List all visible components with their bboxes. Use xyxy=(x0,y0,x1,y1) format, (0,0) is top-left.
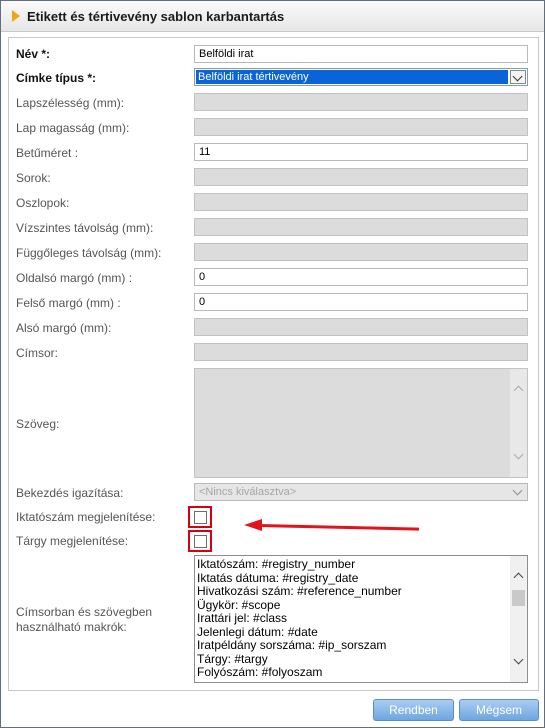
header-label: Címsor: xyxy=(16,346,58,360)
columns-field xyxy=(194,193,528,211)
vertical-distance-label: Függőleges távolság (mm): xyxy=(16,246,162,260)
list-item[interactable]: Iktatószám: #registry_number xyxy=(197,557,356,571)
top-margin-label: Felső margó (mm) : xyxy=(16,296,121,310)
ok-button[interactable]: Rendben xyxy=(373,699,454,721)
text-area-scrollbar xyxy=(510,369,527,477)
show-subject-checkbox[interactable] xyxy=(194,535,207,548)
macros-label-line1: Címsorban és szövegben xyxy=(16,605,153,619)
name-label: Név *: xyxy=(16,47,51,61)
label-type-select[interactable] xyxy=(194,68,528,86)
chevron-down-icon xyxy=(513,72,523,82)
text-area xyxy=(194,368,528,478)
side-margin-field[interactable]: 0 xyxy=(194,268,528,286)
scrollbar-thumb[interactable] xyxy=(512,590,525,606)
list-item[interactable]: Iktatás dátuma: #registry_date xyxy=(197,570,359,585)
paragraph-alignment-value: <Nincs kiválasztva> xyxy=(199,486,297,498)
label-type-selected-value: Belföldi irat tértivevény xyxy=(196,70,508,84)
list-item[interactable]: Folyószám: #folyoszam xyxy=(197,665,323,679)
list-item[interactable]: Iratpéldány sorszáma: #ip_sorszam xyxy=(197,638,387,652)
bottom-margin-field xyxy=(194,318,528,336)
paragraph-alignment-select xyxy=(194,483,528,501)
list-item[interactable]: Tárgy: #targy xyxy=(197,651,268,666)
label-type-label: Címke típus *: xyxy=(16,71,97,85)
page-height-label: Lap magasság (mm): xyxy=(16,121,130,135)
show-subject-highlight xyxy=(188,530,212,552)
list-item[interactable]: Jelenlegi dátum: #date xyxy=(197,624,318,639)
header-field xyxy=(194,343,528,361)
scroll-up-icon[interactable] xyxy=(514,573,524,583)
page-height-field xyxy=(194,118,528,136)
font-size-field[interactable]: 11 xyxy=(194,143,528,161)
macros-label-line2: használható makrók: xyxy=(16,620,127,634)
show-subject-label: Tárgy megjelenítése: xyxy=(16,534,129,548)
show-registry-number-label: Iktatószám megjelenítése: xyxy=(16,510,156,524)
horizontal-distance-field xyxy=(194,218,528,236)
dialog-titlebar xyxy=(1,1,544,32)
scroll-up-icon xyxy=(514,386,524,396)
show-registry-number-checkbox[interactable] xyxy=(194,511,207,524)
font-size-label: Betűméret : xyxy=(16,146,79,160)
chevron-down-icon xyxy=(513,486,523,496)
side-margin-label: Oldalsó margó (mm) : xyxy=(16,271,133,285)
cancel-button[interactable]: Mégsem xyxy=(459,699,539,721)
bottom-margin-label: Alsó margó (mm): xyxy=(16,321,112,335)
rows-field xyxy=(194,168,528,186)
show-registry-number-highlight xyxy=(188,506,212,528)
scroll-down-icon[interactable] xyxy=(514,655,524,665)
list-item[interactable]: Hivatkozási szám: #reference_number xyxy=(197,584,402,598)
macros-list-items xyxy=(195,556,527,680)
list-item[interactable]: Ügykör: #scope xyxy=(197,597,281,612)
page-width-label: Lapszélesség (mm): xyxy=(16,96,125,110)
label-type-dropdown-button[interactable] xyxy=(510,70,526,84)
dialog-title: Etikett és tértivevény sablon karbantartás xyxy=(27,9,285,24)
paragraph-alignment-label: Bekezdés igazítása: xyxy=(16,486,124,500)
horizontal-distance-label: Vízszintes távolság (mm): xyxy=(16,221,154,235)
title-arrow-icon xyxy=(12,10,20,22)
name-field[interactable]: Belföldi irat xyxy=(194,45,528,63)
page-width-field xyxy=(194,93,528,111)
list-item[interactable]: Irattári jel: #class xyxy=(197,611,288,625)
top-margin-field[interactable]: 0 xyxy=(194,293,528,311)
text-label: Szöveg: xyxy=(16,417,60,431)
macros-list[interactable] xyxy=(194,555,528,683)
annotation-arrow-icon xyxy=(244,519,262,531)
columns-label: Oszlopok: xyxy=(16,196,70,210)
rows-label: Sorok: xyxy=(16,171,51,185)
macros-list-scrollbar[interactable] xyxy=(510,556,527,682)
vertical-distance-field xyxy=(194,243,528,261)
scroll-down-icon xyxy=(514,450,524,460)
